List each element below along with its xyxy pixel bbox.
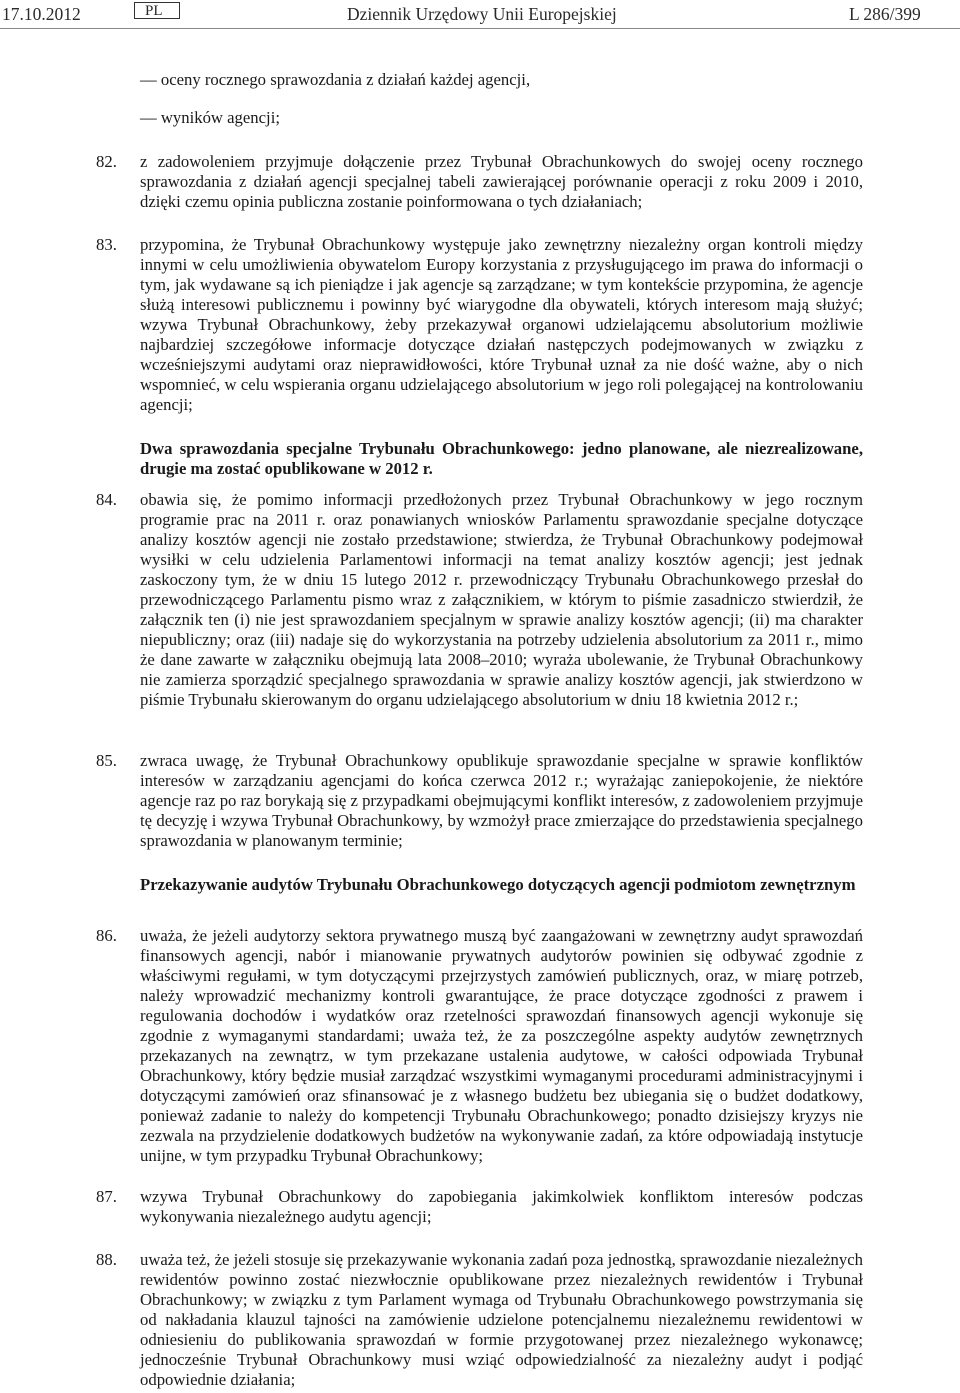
page-header xyxy=(0,4,960,26)
paragraph-number: 84. xyxy=(96,490,117,509)
paragraph-number: 86. xyxy=(96,926,117,945)
dash-item: — oceny rocznego sprawozdania z działań każdej agencji, xyxy=(140,70,531,89)
paragraph-text: zwraca uwagę, że Trybunał Obrachunkowy opublikuje sprawozdanie specjalne w sprawie konfliktów interesów w zarządzaniu agencjami do końca czerwca 2012 r.; wyrażając zaniepokojenie, że niektóre agencje raz po raz borykają się z przypadkami obejmującymi konflikt interesów, z zadowoleniem przyjmuje tę decyzję i wzywa Trybunał Obrachunkowy, by wzmożył prace zmierzające do przedstawienia specjalnego sprawozdania w planowanym terminie; xyxy=(140,751,863,850)
paragraph-number: 83. xyxy=(96,235,117,254)
dash-item: — wyników agencji; xyxy=(140,108,280,127)
paragraph-number: 82. xyxy=(96,152,117,171)
section-heading: Przekazywanie audytów Trybunału Obrachunkowego dotyczących agencji podmiotom zewnętrznym xyxy=(140,875,856,894)
paragraph-number: 87. xyxy=(96,1187,117,1206)
page-reference: L 286/399 xyxy=(849,4,921,24)
paragraph-text: z zadowoleniem przyjmuje dołączenie przez Trybunał Obrachunkowych do swojej oceny rocznego sprawozdania z działań agencji specjalnej tabeli zawierającej porównanie operacji z roku 2009 i 2010, dzięki czemu opinia publiczna zostanie poinformowana o tych działaniach; xyxy=(140,152,863,211)
header-rule xyxy=(0,28,960,29)
paragraph-number: 88. xyxy=(96,1250,117,1269)
paragraph-text: uważa, że jeżeli audytorzy sektora prywatnego muszą być zaangażowani w zewnętrzny audyt sprawozdań finansowych agencji, nabór i mianowanie prywatnych audytorów powinien się odbywać zgodnie z właściwymi regułami, w tym dotyczącymi przejrzystych zamówień publicznych, oraz, w miarę potrzeb, należy wprowadzić mechanizmy kontroli gwarantujące, że prace dotyczące zgodności z prawem i regulowania dochodów i wydatków oraz rzetelności sprawozdań finansowych agencji wykonuje się zgodnie z wymaganymi standardami; uważa też, że za poszczególne aspekty audytów zewnętrznych przekazanych na zewnątrz, w tym przekazane ustalenia audytowe, w całości odpowiada Trybunał Obrachunkowy, który będzie musiał zarządzać wszystkimi wymaganymi procedurami administracyjnymi i dotyczącymi zamówień oraz sfinansować je z własnego budżetu bez ubiegania się o budżet dodatkowy, ponieważ zadanie to należy do kompetencji Trybunału Obrachunkowego; ponadto dzisiejszy kryzys nie zezwala na przydzielenie dodatkowych budżetów na wykonywanie zadań, za które odpowiadają instytucje unijne, w tym przypadku Trybunał Obrachunkowy; xyxy=(140,926,863,1165)
language-badge: PL xyxy=(134,2,180,19)
journal-title: Dziennik Urzędowy Unii Europejskiej xyxy=(347,4,617,24)
header-date: 17.10.2012 xyxy=(2,4,81,24)
paragraph-text: obawia się, że pomimo informacji przedłożonych przez Trybunał Obrachunkowy w jego rocznym programie prac na 2011 r. oraz ponawianych wniosków Parlamentu sprawozdanie specjalne dotyczące analizy kosztów agencji nie zostało przedstawione; stwierdza, że Trybunał Obrachunkowy podejmował wysiłki w celu udzielenia Parlamentowi informacji na temat analizy kosztów agencji; jest jednak zaskoczony tym, że w dniu 15 lutego 2012 r. przewodniczący Trybunału Obrachunkowego przesłał do przewodniczącego Parlamentu pismo wraz z załącznikiem, w którym to piśmie zasadniczo stwierdził, że załącznik ten (i) nie jest sprawozdaniem specjalnym w sprawie analizy kosztów agencji; (ii) ma charakter niepubliczny; oraz (iii) nadaje się do wykorzystania na potrzeby udzielenia absolutorium za 2011 r., mimo że dane zawarte w załączniku obejmują lata 2008–2010; wyraża ubolewanie, że Trybunał Obrachunkowy nie zamierza sporządzić specjalnego sprawozdania w sprawie analizy kosztów agencji, jak stwierdzono w piśmie Trybunału skierowanym do organu udzielającego absolutorium w dniu 18 kwietnia 2012 r.; xyxy=(140,490,863,709)
paragraph-text: przypomina, że Trybunał Obrachunkowy występuje jako zewnętrzny niezależny organ kontroli między innymi w celu umożliwienia obywatelom Europy korzystania z przysługującego im prawa do informacji o tym, jak wydawane są ich pieniądze i jak agencje są zarządzane; w tym kontekście przypomina, że agencje służą interesowi publicznemu i powinny być wiarygodne dla obywateli, których interesom mają służyć; wzywa Trybunał Obrachunkowy, żeby przekazywał organowi udzielającemu absolutorium możliwie najbardziej szczegółowe informacje dotyczące działań następczych podejmowanych w związku z wcześniejszymi audytami oraz nieprawidłowości, które Trybunał uznał za nie dość ważne, aby o nich wspomnieć, w celu wspierania organu udzielającego absolutorium w jego roli polegającej na kontrolowaniu agencji; xyxy=(140,235,863,414)
section-heading: Dwa sprawozdania specjalne Trybunału Obrachunkowego: jedno planowane, ale niezrealizowane, drugie ma zostać opublikowane w 2012 r. xyxy=(140,439,863,478)
paragraph-number: 85. xyxy=(96,751,117,770)
paragraph-text: uważa też, że jeżeli stosuje się przekazywanie wykonania zadań poza jednostką, sprawozdanie niezależnych rewidentów powinno zostać niezwłocznie opublikowane przez niezależnych rewidentów i Trybunał Obrachunkowy; w związku z tym Parlament wymaga od Trybunału Obrachunkowego powstrzymania się od nakładania klauzul tajności na zamówienie udzielone potencjalnemu niezależnemu rewidentowi w odniesieniu do publikowania sprawozdań w formie przygotowanej przez niezależnego wykonawcę; jednocześnie Trybunał Obrachunkowy musi wziąć odpowiedzialność za niezależny audyt i podjąć odpowiednie działania; xyxy=(140,1250,863,1389)
paragraph-text: wzywa Trybunał Obrachunkowy do zapobiegania jakimkolwiek konfliktom interesów podczas wykonywania niezależnego audytu agencji; xyxy=(140,1187,863,1226)
